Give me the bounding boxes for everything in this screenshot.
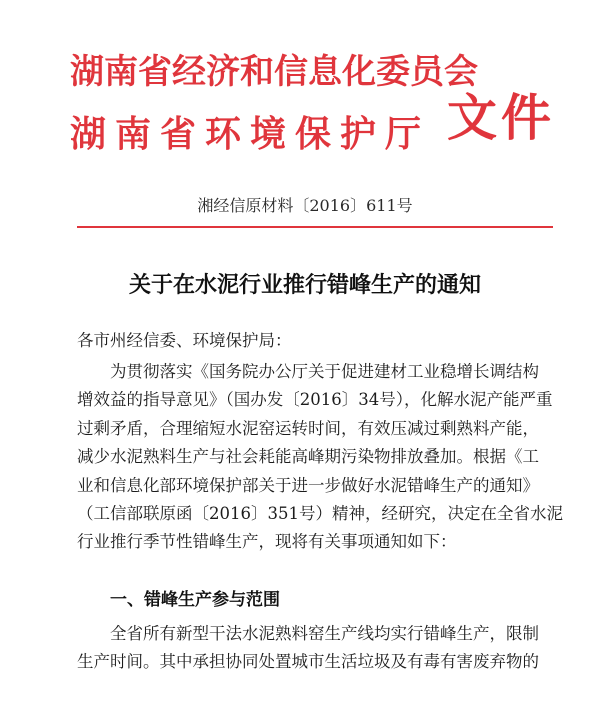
issuer-line-2: 湖南省环境保护厅 xyxy=(70,113,431,155)
paragraph-line: 生产时间。其中承担协同处置城市生活垃圾及有毒有害废弃物的 xyxy=(77,652,539,672)
paragraph-line: 过剩矛盾，合理缩短水泥窑运转时间，有效压减过剩熟料产能， xyxy=(77,418,539,438)
paragraph-line: 业和信息化部环境保护部关于进一步做好水泥错峰生产的通知》 xyxy=(77,475,539,495)
section-heading: 一、错峰生产参与范围 xyxy=(110,590,280,610)
paragraph-2 xyxy=(77,620,557,677)
paragraph-line: （工信部联原函〔2016〕351号）精神，经研究，决定在全省水泥 xyxy=(77,504,563,524)
paragraph-line: 增效益的指导意见》（国办发〔2016〕34号），化解水泥产能严重 xyxy=(77,390,553,410)
paragraph-line: 为贯彻落实《国务院办公厅关于促进建材工业稳增长调结构 xyxy=(110,362,539,381)
document-number: 湘经信原材料〔2016〕611号 xyxy=(197,196,413,215)
issuer-line-1: 湖南省经济和信息化委员会 xyxy=(70,52,478,92)
notice-title: 关于在水泥行业推行错峰生产的通知 xyxy=(128,272,481,298)
paragraph-1 xyxy=(77,358,563,557)
red-divider xyxy=(77,226,553,228)
document-label: 文件 xyxy=(447,88,555,147)
paragraph-line: 行业推行季节性错峰生产，现将有关事项通知如下： xyxy=(77,532,457,552)
salutation: 各市州经信委、环境保护局： xyxy=(77,331,292,350)
paragraph-line: 全省所有新型干法水泥熟料窑生产线均实行错峰生产，限制 xyxy=(110,624,539,643)
paragraph-line: 减少水泥熟料生产与社会耗能高峰期污染物排放叠加。根据《工 xyxy=(77,447,539,467)
